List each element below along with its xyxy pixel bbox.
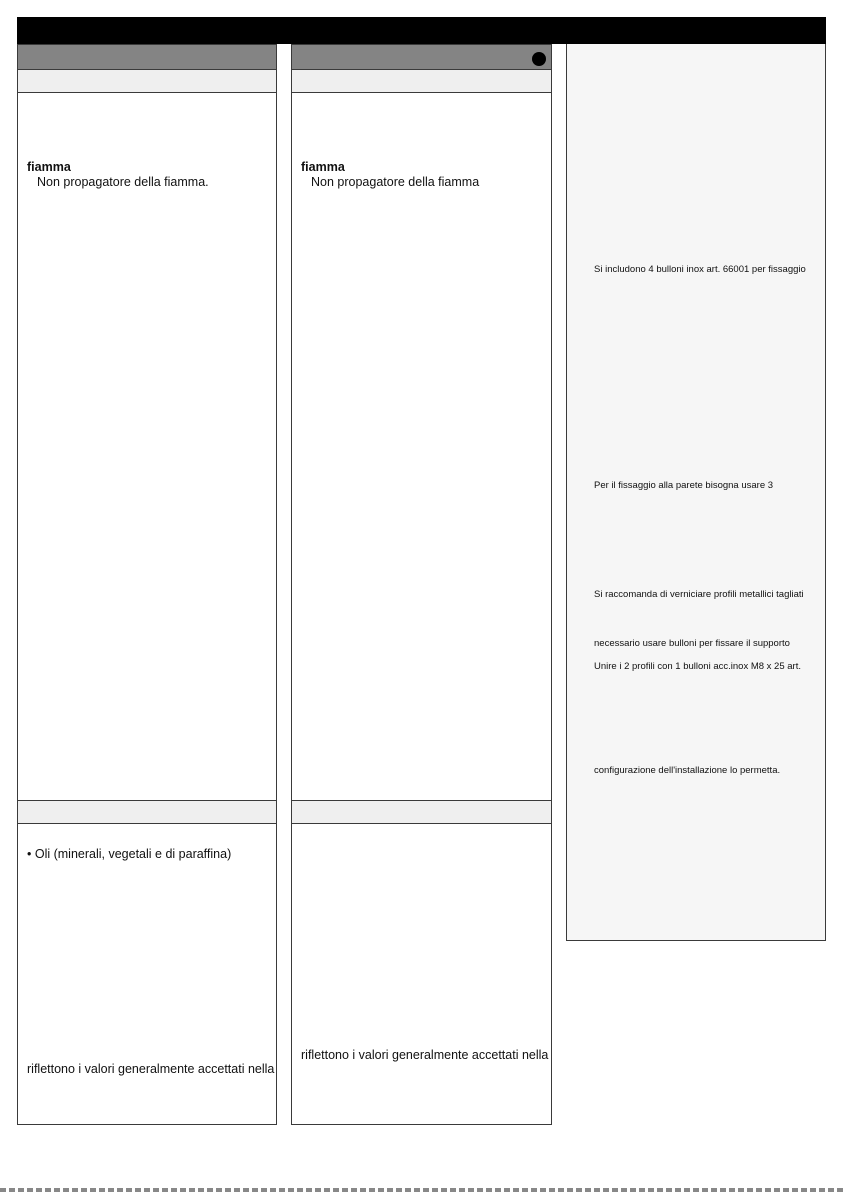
note-bolts-included: Si includono 4 bulloni inox art. 66001 per fissaggio: [594, 264, 806, 275]
bullet-glyph: •: [27, 847, 35, 861]
left-lower-text: riflettono i valori generalmente accettati nella: [27, 1062, 275, 1076]
middle-lower-panel: [291, 800, 552, 1125]
middle-panel-subheader: [292, 70, 551, 93]
top-title-bar: [17, 17, 826, 44]
note-configuration: configurazione dell'installazione lo permetta.: [594, 765, 781, 776]
circle-icon: [532, 52, 546, 66]
left-bullet-text: Oli (minerali, vegetali e di paraffina): [34, 847, 232, 861]
left-flame-text: Non propagatore della fiamma.: [37, 175, 209, 189]
middle-flame-heading: fiamma: [301, 160, 345, 174]
left-lower-panel: [17, 800, 277, 1125]
middle-flame-text: Non propagatore della fiamma: [311, 175, 480, 189]
left-panel-subheader: [18, 70, 276, 93]
left-flame-heading: fiamma: [27, 160, 71, 174]
bottom-edge-marks: [0, 1188, 843, 1192]
middle-lower-header: [292, 801, 551, 824]
left-lower-header: [18, 801, 276, 824]
note-wall-fixing: Per il fissaggio alla parete bisogna usare 3: [594, 480, 774, 491]
middle-panel-header: [292, 45, 551, 70]
middle-upper-panel: [291, 44, 552, 801]
note-paint-profiles: Si raccomanda di verniciare profili metallici tagliati: [594, 589, 804, 600]
middle-lower-text: riflettono i valori generalmente accettati nella: [301, 1048, 549, 1062]
left-bullet-item: [27, 847, 231, 861]
left-upper-panel: [17, 44, 277, 801]
installation-notes-panel: [566, 44, 826, 941]
note-bolts-support: necessario usare bulloni per fissare il supporto: [594, 638, 790, 649]
left-panel-header: [18, 45, 276, 70]
note-join-profiles: Unire i 2 profili con 1 bulloni acc.inox M8 x 25 art.: [594, 661, 801, 672]
